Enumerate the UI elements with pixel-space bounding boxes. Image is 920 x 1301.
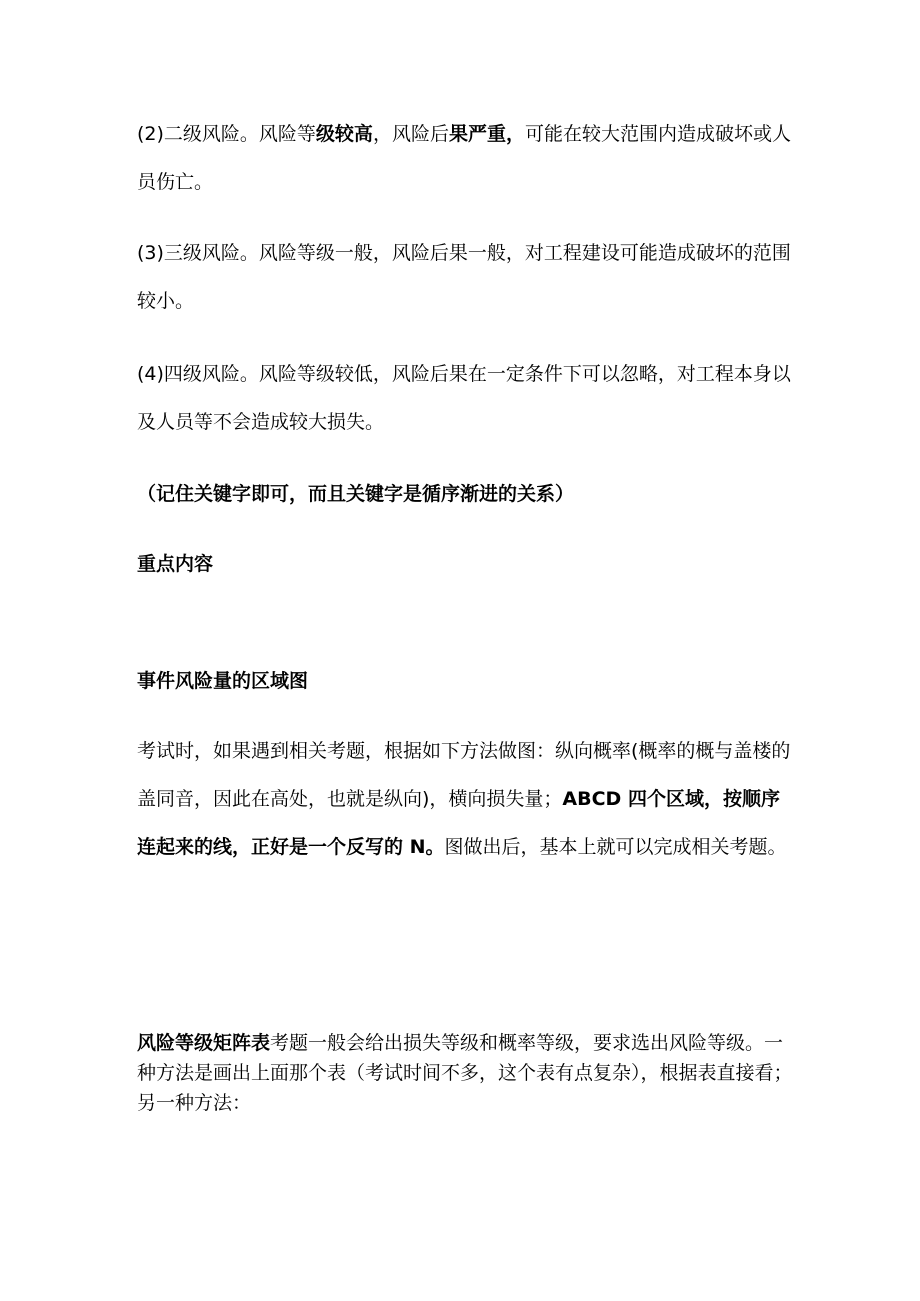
paragraph-exam-method bbox=[137, 727, 797, 871]
heading-key-content: 重点内容 bbox=[137, 553, 214, 575]
paragraph-keyword-note: （记住关键字即可，而且关键字是循序渐进的关系） bbox=[137, 483, 575, 505]
bold-text-run: ABCD 四个区域，按顺序连起来的线，正好是一个反写的 N。 bbox=[137, 788, 780, 858]
bold-text-run: 果严重， bbox=[448, 123, 525, 145]
text-run: 考题一般会给出损失等级和概率等级，要求选出风险等级。一种方法是画出上面那个表（考试时间不多，这个表有点复杂），根据表直接看；另一种方法： bbox=[137, 1032, 793, 1114]
bold-text-run: 风险等级矩阵表 bbox=[137, 1032, 271, 1054]
text-run: (2)二级风险。风险等 bbox=[137, 123, 316, 145]
text-run: 可能在较大范围内造成破坏或人员伤亡。 bbox=[137, 123, 791, 193]
paragraph-level-four-risk: (4)四级风险。风险等级较低，风险后果在一定条件下可以忽略，对工程本身以及人员等不会造成较大损失。 bbox=[137, 363, 791, 433]
text-run: 考试时，如果遇到相关考题，根据如下方法做图：纵向概率(概率的概与盖楼的盖同音，因此在高处，也就是纵向)，横向损失量； bbox=[137, 740, 791, 810]
bold-text-run: 级较高 bbox=[315, 123, 373, 145]
text-run: ，风险后 bbox=[372, 123, 449, 145]
paragraph-risk-matrix bbox=[137, 1028, 797, 1118]
paragraph-level-three-risk: (3)三级风险。风险等级一般，风险后果一般，对工程建设可能造成破坏的范围较小。 bbox=[137, 242, 791, 312]
text-run: 图做出后，基本上就可以完成相关考题。 bbox=[444, 836, 787, 858]
paragraph-level-two-risk bbox=[137, 110, 797, 206]
heading-risk-region-chart: 事件风险量的区域图 bbox=[137, 670, 309, 692]
